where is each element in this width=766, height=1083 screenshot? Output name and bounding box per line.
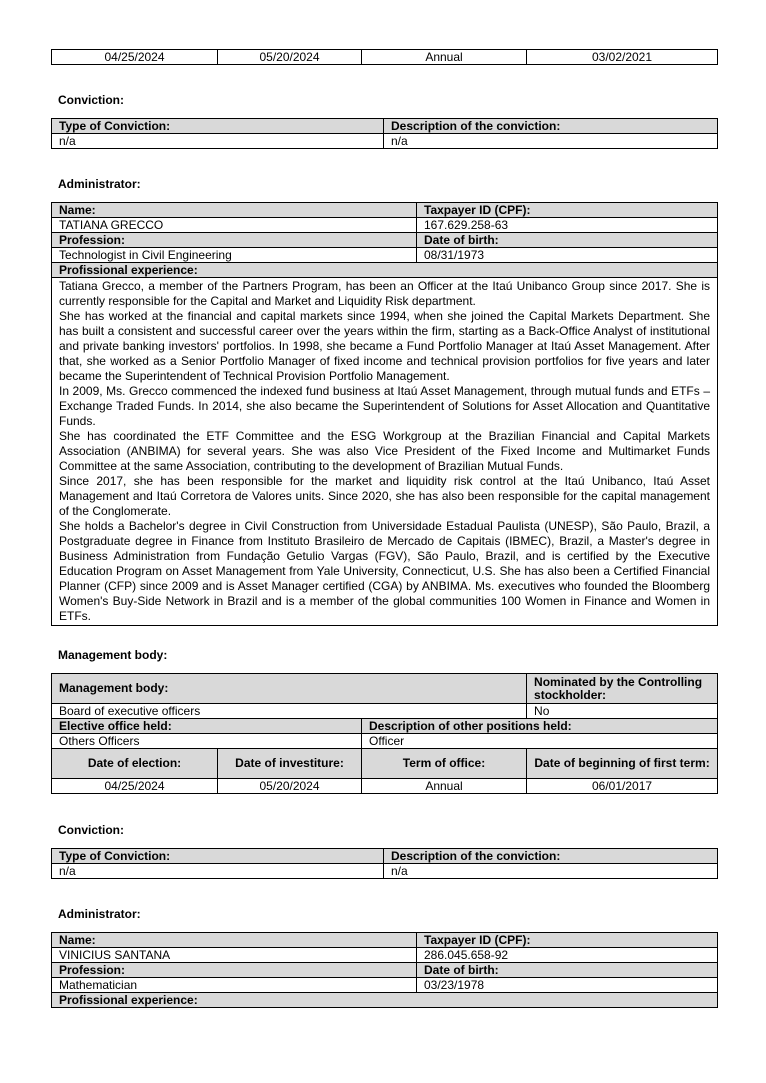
nominated-value: No bbox=[527, 704, 718, 719]
experience-paragraph: She holds a Bachelor's degree in Civil Construction from Universidade Estadual Paulista (UNESP), São Paulo, Brazil, a Postgraduate degree in Finance from Instituto Brasileiro de Mercado de Capitais (IBMEC), Brazil, a Master's degree in Business Administration from Fundação Getulio Vargas (FGV), São Paulo, Brazil, and is certified by the Executive Education Program on Asset Management from Yale University, Connecticut, U.S. She has also been a Certified Financial Planner (CFP) since 2009 and is Asset Manager certified (CGA) by ANBIMA. Ms. executives who founded the Bloomberg Women's Buy-Side Network in Brazil and is a member of the global communities 100 Women in Finance and Women in ETFs. bbox=[59, 519, 710, 623]
administrator-cpf: 167.629.258-63 bbox=[417, 218, 718, 233]
term-of-office-label: Term of office: bbox=[362, 749, 527, 779]
management-body-label: Management body: bbox=[52, 674, 527, 704]
experience-paragraph: She has coordinated the ETF Committee and the ESG Workgroup at the Brazilian Financial and Capital Markets Association (ANBIMA) for several years. She was also Vice President of the Fixed Income and Multimarket Funds Committee at the same Association, contributing to the development of Brazilian Mutual Funds. bbox=[59, 429, 710, 473]
conviction-table bbox=[51, 118, 718, 149]
profession-label: Profession: bbox=[52, 963, 417, 978]
dob-label: Date of birth: bbox=[417, 963, 718, 978]
administrator-cpf: 286.045.658-92 bbox=[417, 948, 718, 963]
conviction-type-header: Type of Conviction: bbox=[52, 849, 384, 864]
conviction-table bbox=[51, 848, 718, 879]
conviction-heading: Conviction: bbox=[58, 823, 124, 837]
dob-label: Date of birth: bbox=[417, 233, 718, 248]
management-body-value: Board of executive officers bbox=[52, 704, 527, 719]
administrator-dob: 08/31/1973 bbox=[417, 248, 718, 263]
name-label: Name: bbox=[52, 203, 417, 218]
administrator-name: VINICIUS SANTANA bbox=[52, 948, 417, 963]
cpf-label: Taxpayer ID (CPF): bbox=[417, 933, 718, 948]
other-positions-value: Officer bbox=[362, 734, 718, 749]
first-term-label: Date of beginning of first term: bbox=[527, 749, 718, 779]
management-body-table bbox=[51, 673, 718, 794]
prior-term-table bbox=[51, 49, 718, 65]
administrator-heading: Administrator: bbox=[58, 907, 141, 921]
investiture-date: 05/20/2024 bbox=[218, 50, 362, 65]
administrator-profession: Technologist in Civil Engineering bbox=[52, 248, 417, 263]
first-term-date: 06/01/2017 bbox=[527, 779, 718, 794]
conviction-type-value: n/a bbox=[52, 864, 384, 879]
profession-label: Profession: bbox=[52, 233, 417, 248]
experience-label: Profissional experience: bbox=[52, 993, 718, 1008]
name-label: Name: bbox=[52, 933, 417, 948]
experience-paragraph: Since 2017, she has been responsible for the market and liquidity risk control at the Itaú Unibanco, Itaú Asset Management and Itaú Corretora de Valores units. Since 2020, she has also been responsible for the capital management of the Conglomerate. bbox=[59, 474, 710, 518]
conviction-desc-header: Description of the conviction: bbox=[384, 849, 718, 864]
conviction-desc-header: Description of the conviction: bbox=[384, 119, 718, 134]
administrator-dob: 03/23/1978 bbox=[417, 978, 718, 993]
elective-office-value: Others Officers bbox=[52, 734, 362, 749]
election-date: 04/25/2024 bbox=[52, 779, 218, 794]
administrator-table bbox=[51, 932, 718, 1008]
conviction-type-value: n/a bbox=[52, 134, 384, 149]
conviction-type-header: Type of Conviction: bbox=[52, 119, 384, 134]
experience-paragraph: In 2009, Ms. Grecco commenced the indexed fund business at Itaú Asset Management, through mutual funds and ETFs – Exchange Traded Funds. In 2014, she also became the Superintendent of Solutions for Asset Allocation and Quantitative Funds. bbox=[59, 384, 710, 428]
conviction-desc-value: n/a bbox=[384, 864, 718, 879]
experience-label: Profissional experience: bbox=[52, 263, 718, 278]
administrator-table bbox=[51, 202, 718, 626]
management-body-heading: Management body: bbox=[58, 648, 168, 662]
administrator-name: TATIANA GRECCO bbox=[52, 218, 417, 233]
investiture-date: 05/20/2024 bbox=[218, 779, 362, 794]
other-positions-label: Description of other positions held: bbox=[362, 719, 718, 734]
experience-paragraph: She has worked at the financial and capital markets since 1994, when she joined the Capital Markets Department. She has built a consistent and successful career over the years within the firm, starting as a Back-Office Analyst of institutional and private banking investors' portfolios. In 1998, she became a Fund Portfolio Manager at Itaú Asset Management. After that, she worked as a Senior Portfolio Manager of fixed income and technical provision portfolios for five years and later became the Superintendent of Technical Provision Portfolio Management. bbox=[59, 309, 710, 383]
administrator-heading: Administrator: bbox=[58, 177, 141, 191]
conviction-desc-value: n/a bbox=[384, 134, 718, 149]
cpf-label: Taxpayer ID (CPF): bbox=[417, 203, 718, 218]
investiture-date-label: Date of investiture: bbox=[218, 749, 362, 779]
experience-text bbox=[52, 278, 718, 626]
nominated-label: Nominated by the Controlling stockholder: bbox=[527, 674, 718, 704]
conviction-heading: Conviction: bbox=[58, 93, 124, 107]
administrator-profession: Mathematician bbox=[52, 978, 417, 993]
term-of-office: Annual bbox=[362, 50, 527, 65]
first-term-date: 03/02/2021 bbox=[527, 50, 718, 65]
elective-office-label: Elective office held: bbox=[52, 719, 362, 734]
election-date: 04/25/2024 bbox=[52, 50, 218, 65]
term-of-office: Annual bbox=[362, 779, 527, 794]
experience-paragraph: Tatiana Grecco, a member of the Partners Program, has been an Officer at the Itaú Unibanco Group since 2017. She is currently responsible for the Capital and Market and Liquidity Risk department. bbox=[59, 279, 710, 308]
election-date-label: Date of election: bbox=[52, 749, 218, 779]
